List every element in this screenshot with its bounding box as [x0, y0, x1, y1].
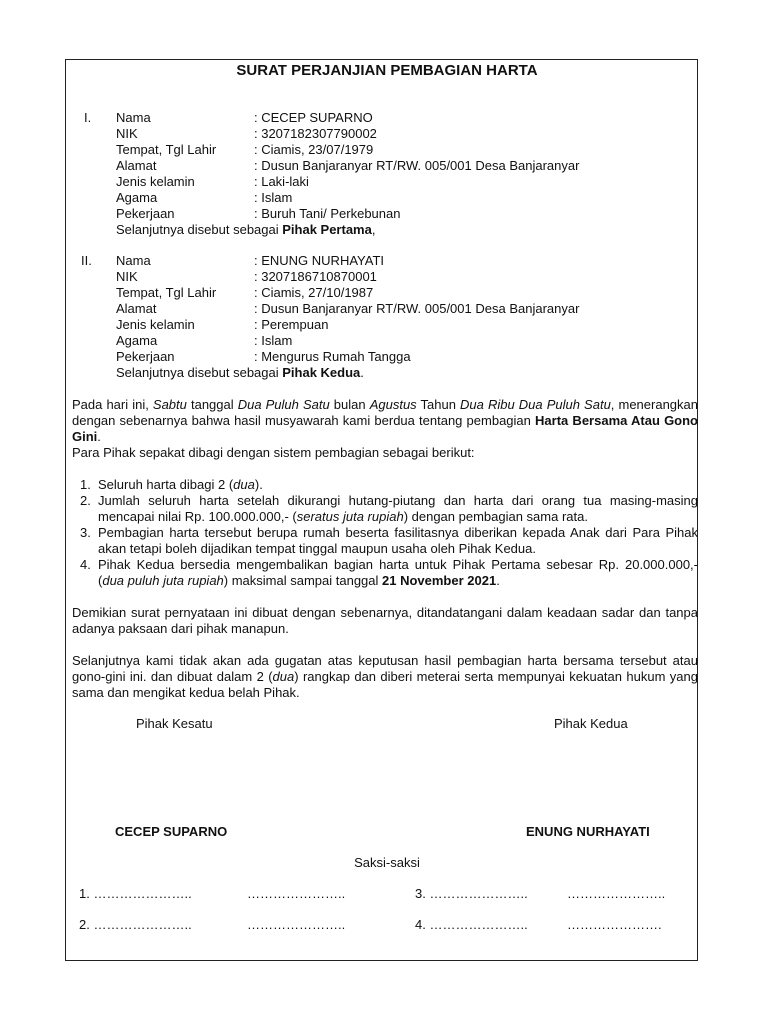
label-nik: NIK [116, 269, 138, 284]
party-second-alamat: : Dusun Banjaranyar RT/RW. 005/001 Desa Banjaranyar [254, 301, 580, 316]
signature-name-second: ENUNG NURHAYATI [526, 824, 650, 839]
witnesses-title: Saksi-saksi [354, 855, 420, 870]
party-second-jenis-kelamin: : Perempuan [254, 317, 329, 332]
party-first-alamat: : Dusun Banjaranyar RT/RW. 005/001 Desa Banjaranyar [254, 158, 580, 173]
witness-1-line: 1. ………………….. [79, 886, 192, 901]
closing-paragraph-1: Demikian surat pernyataan ini dibuat dengan sebenarnya, ditandatangani dalam keadaan sadar dan tanpa adanya paksaan dari pihak manapun. [72, 605, 698, 636]
label-nama: Nama [116, 110, 151, 125]
label-ttl: Tempat, Tgl Lahir [116, 142, 217, 157]
signature-names [72, 824, 698, 840]
list-item: 1. Seluruh harta dibagi 2 (dua). [80, 477, 263, 492]
signature-label-second: Pihak Kedua [554, 716, 628, 731]
party-second-ttl: : Ciamis, 27/10/1987 [254, 285, 374, 300]
witness-2-line: 2. ………………….. [79, 917, 192, 932]
witness-row-1 [72, 886, 698, 902]
witness-4-signature-line: …………………. [567, 917, 662, 932]
party-second-designation: Selanjutnya disebut sebagai Pihak Kedua. [116, 365, 364, 380]
label-alamat: Alamat [116, 158, 157, 173]
document-title: SURAT PERJANJIAN PEMBAGIAN HARTA [236, 62, 538, 79]
witness-4-line: 4. ………………….. [415, 917, 528, 932]
witness-3-line: 3. ………………….. [415, 886, 528, 901]
party-second-nik: : 3207186710870001 [254, 269, 377, 284]
label-alamat: Alamat [116, 301, 157, 316]
label-ttl: Tempat, Tgl Lahir [116, 285, 217, 300]
witness-1-signature-line: ………………….. [247, 886, 346, 901]
document-body [72, 62, 698, 933]
party-first-jenis-kelamin: : Laki-laki [254, 174, 309, 189]
label-jenis-kelamin: Jenis kelamin [116, 317, 195, 332]
label-nama: Nama [116, 253, 151, 268]
witness-row-2 [72, 917, 698, 933]
witness-2-signature-line: ………………….. [247, 917, 346, 932]
list-item: 2. Jumlah seluruh harta setelah dikurangi hutang-piutang dan harta dari orang tua masing-masing mencapai nilai Rp. 100.000.000,- (seratus juta rupiah) dengan pembagian sama rata. [80, 493, 698, 524]
list-item: 3. Pembagian harta tersebut berupa rumah beserta fasilitasnya diberikan kepada Anak dari Para Pihak akan tetapi boleh dijadikan tempat tinggal maupun usaha oleh Pihak Kedua. [80, 525, 698, 556]
party-second [72, 253, 698, 381]
label-jenis-kelamin: Jenis kelamin [116, 174, 195, 189]
party-second-number: II. [81, 253, 92, 268]
label-agama: Agama [116, 190, 158, 205]
signature-name-first: CECEP SUPARNO [115, 824, 228, 839]
label-nik: NIK [116, 126, 138, 141]
opening-agreement: Para Pihak sepakat dibagi dengan sistem pembagian sebagai berikut: [72, 445, 475, 460]
party-first-designation: Selanjutnya disebut sebagai Pihak Pertama, [116, 222, 376, 237]
terms-list [72, 477, 698, 589]
party-first-nik: : 3207182307790002 [254, 126, 377, 141]
label-pekerjaan: Pekerjaan [116, 349, 175, 364]
signature-label-first: Pihak Kesatu [136, 716, 213, 731]
label-agama: Agama [116, 333, 158, 348]
signature-labels [72, 716, 698, 732]
closing-paragraph-2: Selanjutnya kami tidak akan ada gugatan atas keputusan hasil pembagian harta bersama tersebut atau gono-gini ini. dan dibuat dalam 2 (dua) rangkap dan diberi meterai serta mempunyai kekuatan hukum yang sama dan mengikat kedua belah Pihak. [72, 653, 698, 700]
party-first-nama: : CECEP SUPARNO [254, 110, 373, 125]
witness-3-signature-line: ………………….. [567, 886, 666, 901]
opening-paragraph [72, 397, 698, 461]
label-pekerjaan: Pekerjaan [116, 206, 175, 221]
list-item: 4. Pihak Kedua bersedia mengembalikan bagian harta untuk Pihak Pertama sebesar Rp. 20.000.000,- (dua puluh juta rupiah) maksimal sampai tanggal 21 November 2021. [80, 557, 698, 588]
party-second-agama: : Islam [254, 333, 293, 348]
party-first-number: I. [84, 110, 92, 125]
party-second-nama: : ENUNG NURHAYATI [254, 253, 385, 268]
party-first [72, 110, 698, 238]
party-first-ttl: : Ciamis, 23/07/1979 [254, 142, 374, 157]
party-first-agama: : Islam [254, 190, 293, 205]
opening-statement: Pada hari ini, Sabtu tanggal Dua Puluh Satu bulan Agustus Tahun Dua Ribu Dua Puluh Satu, menerangkan dengan sebenarnya bahwa hasil musyawarah kami berdua tentang pembagian Harta Bersama Atau Gono Gini. [72, 397, 698, 444]
party-second-pekerjaan: : Mengurus Rumah Tangga [254, 349, 411, 364]
party-first-pekerjaan: : Buruh Tani/ Perkebunan [254, 206, 401, 221]
